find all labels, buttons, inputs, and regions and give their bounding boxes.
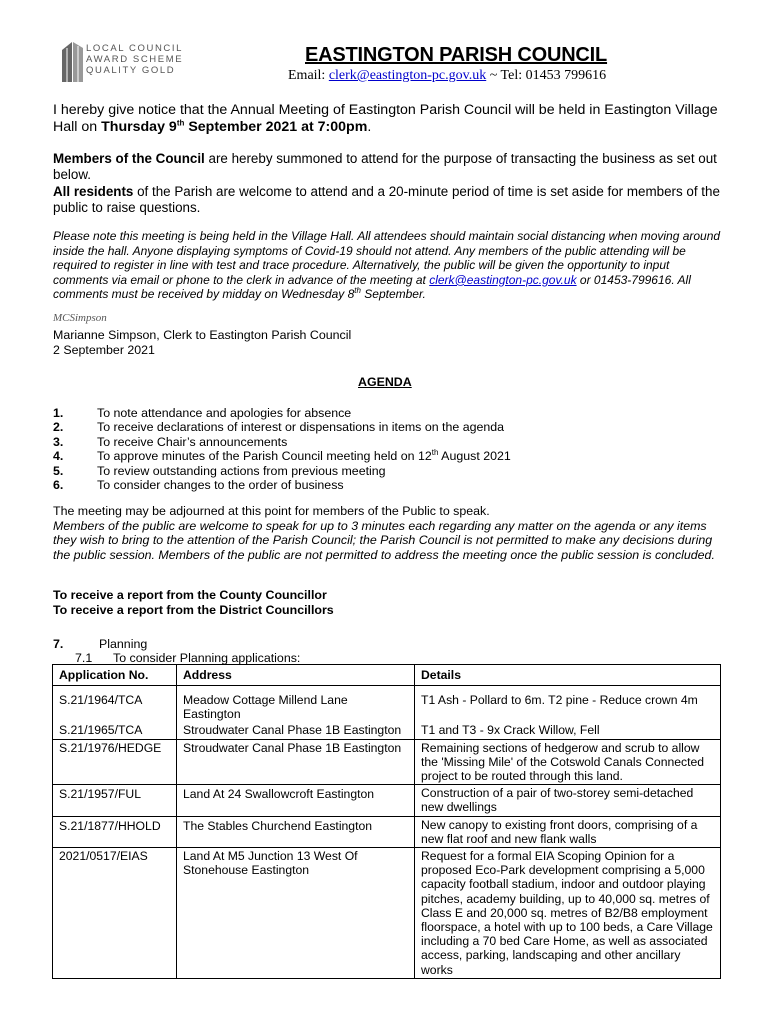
table-row [53, 722, 721, 739]
table-row [53, 785, 721, 816]
agenda-item: 5. To review outstanding actions from previous meeting [53, 463, 386, 478]
agenda-item: 1. To note attendance and apologies for absence [53, 406, 352, 420]
table-cell: Request for a formal EIA Scoping Opinion for a proposed Eco-Park development comprising a 5,000 capacity football stadium, indoor and outdoor playing pitches, academy building, up to 40,000 sq. metres of Class E and 20,000 sq. metres of B2/B8 employment floorspace, a hotel with up to 100 beds, a Care Village including a 70 bed Care Home, as well as associated access, parking, landscaping and other ancillary works [415, 848, 721, 979]
table-row [53, 686, 721, 723]
clerk-signature: MCSimpson [53, 312, 107, 324]
table-cell: S.21/1957/FUL [53, 785, 177, 816]
column-header: Address [177, 665, 415, 686]
table-cell: Stroudwater Canal Phase 1B Eastington [177, 739, 415, 785]
covid-note-email-link[interactable]: clerk@eastington-pc.gov.uk [429, 272, 577, 287]
agenda-item: 6. To consider changes to the order of business [53, 478, 344, 493]
table-cell: Meadow Cottage Millend Lane Eastington [177, 686, 415, 723]
table-cell: S.21/1877/HHOLD [53, 816, 177, 847]
clerk-name: Marianne Simpson, Clerk to Eastington Parish Council [53, 328, 352, 342]
planning-sub-num: 7.1 [75, 651, 93, 666]
table-cell: S.21/1965/TCA [53, 722, 177, 739]
meeting-notice [53, 102, 725, 136]
district-report: To receive a report from the District Councillors [53, 602, 334, 617]
members-text: are hereby summoned to attend for the purpose of transacting the business as set out below. [53, 151, 717, 183]
table-cell: The Stables Churchend Eastington [177, 816, 415, 847]
agenda-item: 2. To receive declarations of interest or dispensations in items on the agenda [53, 420, 505, 435]
logo-line: QUALITY GOLD [86, 65, 176, 76]
notice-date: 2 September 2021 [53, 342, 155, 357]
telephone: ~ Tel: 01453 799616 [486, 68, 607, 83]
table-row [53, 848, 721, 979]
planning-label: Planning [99, 637, 148, 651]
notice-text: I hereby give notice that the Annual Meeting of Eastington Parish Council will be held in Eastington Village Hall on [53, 102, 718, 135]
residents-text: of the Parish are welcome to attend and a 20-minute period of time is set aside for members of the public to raise questions. [53, 183, 720, 216]
table-cell: S.21/1964/TCA [53, 686, 177, 723]
planning-num: 7. [53, 637, 64, 651]
reports [53, 588, 725, 617]
agenda-item: 3. To receive Chair’s announcements [53, 434, 288, 449]
agenda-list [53, 406, 703, 492]
adjourn-text: The meeting may be adjourned at this point for members of the Public to speak. [53, 504, 490, 518]
award-emblem-icon [62, 42, 84, 82]
table-row [53, 816, 721, 847]
notice-end: . [367, 119, 372, 135]
table-row [53, 739, 721, 785]
table-cell: Land At 24 Swallowcroft Eastington [177, 785, 415, 816]
public-session-rules: Members of the public are welcome to speak for up to 3 minutes each regarding any matter on the agenda or any items they wish to bring to the attention of the Parish Council; the Parish Council is not permitted to make any decisions during the public session. Members of the public are not permitted to address the meeting once the public session is concluded. [53, 518, 715, 562]
logo-line: AWARD SCHEME [86, 54, 184, 65]
table-header-row [53, 665, 721, 686]
covid-note-text: Please note this meeting is being held in the Village Hall. All attendees should maintain social distancing when moving around inside the hall. Anyone displaying symptoms of Covid-19 should not attend. Any members of the public attending will be required to register in line with test and trace procedure. Alternatively, the public will be given the opportunity to input comments via email or phone to the clerk in advance of the meeting at [53, 229, 721, 287]
table-cell: New canopy to existing front doors, comprising of a new flat roof and new flank walls [415, 816, 721, 847]
table-cell: Stroudwater Canal Phase 1B Eastington [177, 722, 415, 739]
county-report: To receive a report from the County Councillor [53, 588, 327, 602]
table-cell: S.21/1976/HEDGE [53, 739, 177, 785]
agenda-item: 4. To approve minutes of the Parish Council meeting held on 12th August 2021 [53, 448, 511, 464]
column-header: Details [415, 665, 721, 686]
members-bold: Members of the Council [53, 151, 205, 166]
table-cell: Land At M5 Junction 13 West Of Stonehouse Eastington [177, 848, 415, 979]
meeting-date: Thursday 9th September 2021 at 7:00pm [101, 118, 368, 135]
agenda-title: AGENDA [358, 375, 412, 389]
summons-paragraph [53, 151, 725, 217]
column-header: Application No. [53, 665, 177, 686]
council-award-logo [62, 42, 212, 82]
table-cell: T1 and T3 - 9x Crack Willow, Fell [415, 722, 721, 739]
planning-applications-table [52, 664, 721, 979]
table-cell: 2021/0517/EIAS [53, 848, 177, 979]
page-title: EASTINGTON PARISH COUNCIL [305, 44, 608, 66]
email-prefix: Email: [288, 68, 329, 83]
planning-heading [53, 637, 300, 666]
table-cell: Construction of a pair of two-storey semi-detached new dwellings [415, 785, 721, 816]
logo-line: LOCAL COUNCIL [86, 43, 183, 54]
contact-line [288, 68, 606, 84]
table-cell: T1 Ash - Pollard to 6m. T2 pine - Reduce crown 4m [415, 686, 721, 723]
clerk-block [53, 328, 725, 357]
public-session [53, 504, 721, 562]
table-cell: Remaining sections of hedgerow and scrub to allow the 'Missing Mile' of the Cotswold Canals Connected project to be routed through this land. [415, 739, 721, 785]
planning-sub-label: To consider Planning applications: [113, 651, 301, 666]
covid-note: Please note this meeting is being held in the Village Hall. All attendees should maintain social distancing when moving around inside the hall. Anyone displaying symptoms of Covid-19 should not attend. Any members of the public attending will be required to register in line with test and trace procedure. Alternatively, the public will be given the opportunity to input comments via email or phone to the clerk in advance of the meeting at clerk@eastington-pc.gov.uk or 01453-799616. All comments must be received by midday on Wednesday 8th September. [53, 229, 721, 302]
clerk-email-link[interactable]: clerk@eastington-pc.gov.uk [328, 68, 487, 83]
residents-bold: All residents [53, 183, 134, 199]
